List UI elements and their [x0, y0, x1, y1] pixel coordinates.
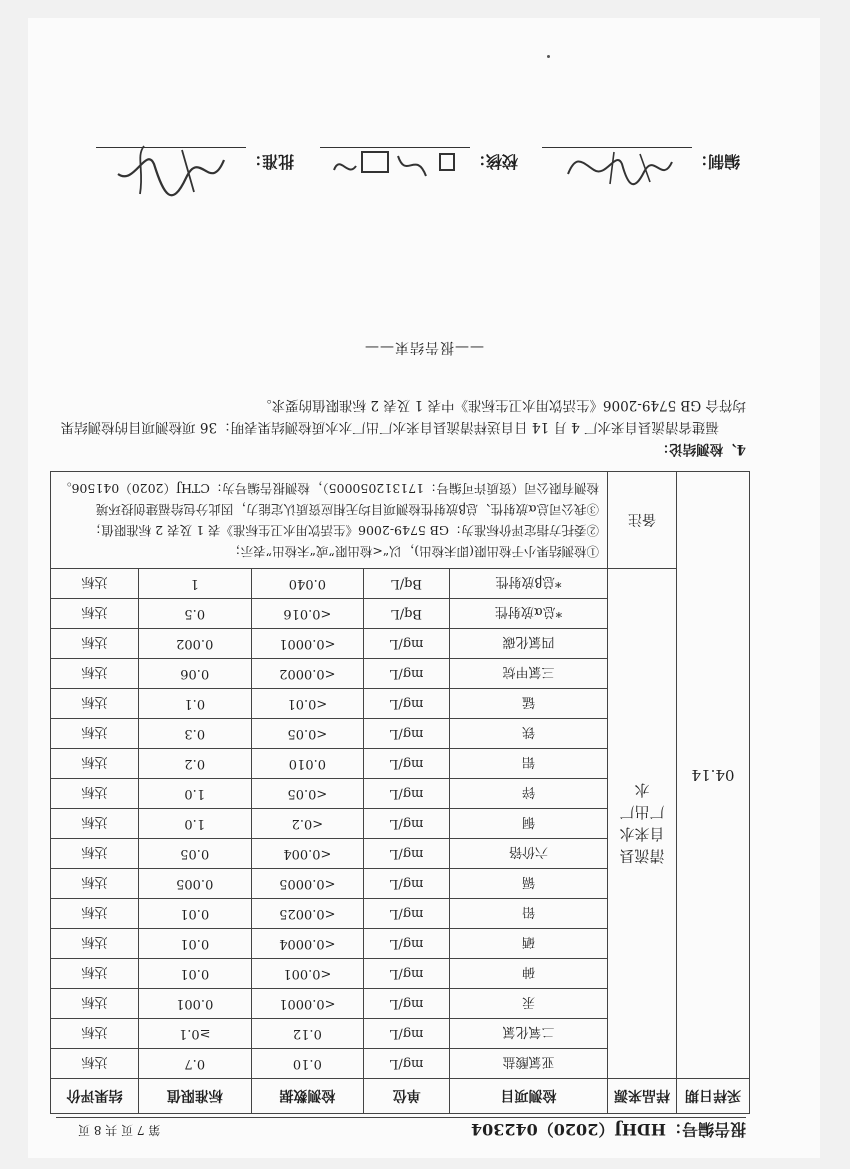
- page-number: 第 7 页 共 8 页: [78, 1123, 161, 1137]
- report-number: 报告编号：HDHJ（2020）042304: [470, 1120, 746, 1139]
- header-sample-source: 样品来源: [608, 1079, 677, 1114]
- report-end-mark: ——报告结束——: [364, 339, 484, 355]
- test-value-cell: <0.05: [251, 719, 364, 749]
- page-header: [56, 1118, 746, 1148]
- unit-cell: mg/L: [364, 1049, 450, 1079]
- result-cell: 达标: [51, 1019, 139, 1049]
- report-page: [28, 18, 820, 1158]
- test-item-cell: 四氯化碳: [449, 629, 607, 659]
- test-value-cell: <0.0001: [251, 629, 364, 659]
- signature-row: [90, 134, 740, 194]
- header-result: 结果评价: [51, 1079, 139, 1114]
- unit-cell: Bq/L: [364, 569, 450, 599]
- test-item-cell: 铜: [449, 809, 607, 839]
- result-cell: 达标: [51, 569, 139, 599]
- unit-cell: mg/L: [364, 839, 450, 869]
- checked-signature: [330, 144, 460, 190]
- test-value-cell: <0.0025: [251, 899, 364, 929]
- test-item-cell: 二氧化氯: [449, 1019, 607, 1049]
- test-value-cell: <0.0001: [251, 989, 364, 1019]
- checked-label: 校核：: [469, 152, 518, 171]
- result-cell: 达标: [51, 929, 139, 959]
- unit-cell: mg/L: [364, 809, 450, 839]
- result-cell: 达标: [51, 1049, 139, 1079]
- unit-cell: mg/L: [364, 629, 450, 659]
- result-cell: 达标: [51, 599, 139, 629]
- note-line: ①检测结果小于检出限(即未检出)，以“<检出限”或“未检出”表示；: [228, 544, 600, 559]
- test-value-cell: <0.016: [251, 599, 364, 629]
- test-item-cell: 锌: [449, 779, 607, 809]
- notes-row: [51, 472, 750, 569]
- test-item-cell: 三氯甲烷: [449, 659, 607, 689]
- standard-limit-cell: 0.01: [138, 899, 251, 929]
- standard-limit-cell: 0.2: [138, 749, 251, 779]
- approved-signature: [104, 142, 234, 200]
- test-item-cell: 锰: [449, 689, 607, 719]
- standard-limit-cell: 0.002: [138, 629, 251, 659]
- result-cell: 达标: [51, 959, 139, 989]
- test-item-cell: 铅: [449, 899, 607, 929]
- unit-cell: mg/L: [364, 1019, 450, 1049]
- result-cell: 达标: [51, 839, 139, 869]
- standard-limit-cell: 0.05: [138, 839, 251, 869]
- standard-limit-cell: 1.0: [138, 809, 251, 839]
- standard-limit-cell: 0.001: [138, 989, 251, 1019]
- note-line: ②委托方指定评价标准为：GB 5749-2006《生活饮用水卫生标准》表 1 及表 2 标准限值；: [88, 523, 600, 538]
- result-cell: 达标: [51, 629, 139, 659]
- test-value-cell: <0.0005: [251, 869, 364, 899]
- unit-cell: mg/L: [364, 659, 450, 689]
- approved-label: 批准：: [245, 152, 294, 171]
- unit-cell: mg/L: [364, 959, 450, 989]
- sample-source-cell: 清流县自来水厂出厂水: [608, 569, 677, 1079]
- note-line: ③我公司总α放射性、总β放射性检测项目均无相应资质认定能力，因此分包给福建创投环境: [95, 502, 600, 517]
- unit-cell: mg/L: [364, 689, 450, 719]
- test-value-cell: <0.0004: [251, 929, 364, 959]
- sampling-date-cell: 04.14: [676, 472, 749, 1079]
- standard-limit-cell: ≥0.1: [138, 1019, 251, 1049]
- note-line: 检测有限公司（资质许可编号：171312050005），检测报告编号为：CTHJ（2020）041506。: [59, 481, 600, 496]
- standard-limit-cell: 0.005: [138, 869, 251, 899]
- header-test-item: 检测项目: [449, 1079, 607, 1114]
- result-cell: 达标: [51, 779, 139, 809]
- result-cell: 达标: [51, 719, 139, 749]
- unit-cell: mg/L: [364, 779, 450, 809]
- test-item-cell: 六价铬: [449, 839, 607, 869]
- notes-content: [51, 472, 608, 569]
- conclusion-title: 4、检测结论：: [655, 441, 746, 457]
- test-item-cell: 砷: [449, 959, 607, 989]
- result-cell: 达标: [51, 689, 139, 719]
- test-item-cell: 铁: [449, 719, 607, 749]
- test-item-cell: 铝: [449, 749, 607, 779]
- standard-limit-cell: 0.06: [138, 659, 251, 689]
- test-value-cell: <0.2: [251, 809, 364, 839]
- scan-speck: [547, 55, 550, 58]
- conclusion-body: 福建省清流县自来水厂 4 月 14 日自送样清流县自来水厂出厂水水质检测结果表明：36 项检测项目的检测结果均符合 GB 5749-2006《生活饮用水卫生标准》中表 1 及表 2 标准限值的要求。: [60, 397, 746, 435]
- standard-limit-cell: 0.01: [138, 959, 251, 989]
- result-cell: 达标: [51, 659, 139, 689]
- table-row: [51, 1049, 750, 1079]
- result-cell: 达标: [51, 869, 139, 899]
- unit-cell: Bq/L: [364, 599, 450, 629]
- standard-limit-cell: 0.7: [138, 1049, 251, 1079]
- test-item-cell: *总β放射性: [449, 569, 607, 599]
- test-value-cell: 0.010: [251, 749, 364, 779]
- notes-label: 备注: [608, 472, 677, 569]
- result-cell: 达标: [51, 989, 139, 1019]
- standard-limit-cell: 0.3: [138, 719, 251, 749]
- test-value-cell: <0.001: [251, 959, 364, 989]
- table-header-row: [51, 1079, 750, 1114]
- standard-limit-cell: 0.5: [138, 599, 251, 629]
- result-cell: 达标: [51, 809, 139, 839]
- test-value-cell: 0.10: [251, 1049, 364, 1079]
- unit-cell: mg/L: [364, 869, 450, 899]
- unit-cell: mg/L: [364, 989, 450, 1019]
- header-standard-limit: 标准限值: [138, 1079, 251, 1114]
- standard-limit-cell: 0.1: [138, 689, 251, 719]
- prepared-signature: [560, 144, 680, 192]
- unit-cell: mg/L: [364, 749, 450, 779]
- table-body: [51, 472, 750, 1079]
- unit-cell: mg/L: [364, 719, 450, 749]
- prepared-label: 编制：: [691, 152, 740, 171]
- unit-cell: mg/L: [364, 899, 450, 929]
- test-item-cell: 汞: [449, 989, 607, 1019]
- test-value-cell: <0.05: [251, 779, 364, 809]
- test-value-cell: 0.040: [251, 569, 364, 599]
- header-sampling-date: 采样日期: [676, 1079, 749, 1114]
- result-cell: 达标: [51, 899, 139, 929]
- test-value-cell: <0.01: [251, 689, 364, 719]
- test-item-cell: 镉: [449, 869, 607, 899]
- unit-cell: mg/L: [364, 929, 450, 959]
- test-value-cell: 0.12: [251, 1019, 364, 1049]
- test-value-cell: <0.004: [251, 839, 364, 869]
- header-unit: 单位: [364, 1079, 450, 1114]
- results-table: [50, 471, 750, 1114]
- standard-limit-cell: 1.0: [138, 779, 251, 809]
- standard-limit-cell: 0.01: [138, 929, 251, 959]
- result-cell: 达标: [51, 749, 139, 779]
- test-item-cell: *总α放射性: [449, 599, 607, 629]
- conclusion-section: [56, 394, 746, 460]
- header-rule: [56, 1117, 746, 1118]
- standard-limit-cell: 1: [138, 569, 251, 599]
- test-item-cell: 亚氯酸盐: [449, 1049, 607, 1079]
- test-value-cell: <0.0002: [251, 659, 364, 689]
- header-test-value: 检测数据: [251, 1079, 364, 1114]
- test-item-cell: 硒: [449, 929, 607, 959]
